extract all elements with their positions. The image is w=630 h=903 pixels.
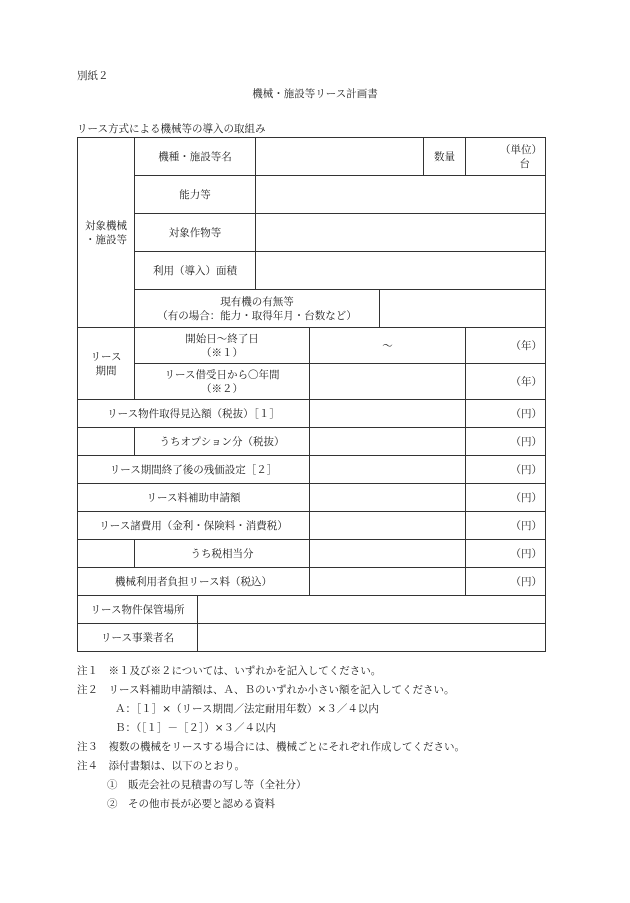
yen-unit-residual: （円） xyxy=(466,456,546,484)
years-from-delivery-field[interactable] xyxy=(310,364,466,400)
unit-value: 台 xyxy=(519,157,531,170)
acquisition-amount-field[interactable] xyxy=(310,400,466,428)
tax-equivalent-label: うち税相当分 xyxy=(135,540,310,568)
target-equipment-header: 対象機械 ・施設等 xyxy=(78,138,135,328)
capacity-label: 能力等 xyxy=(135,176,256,214)
attachment-label: 別紙２ xyxy=(77,70,109,82)
tax-indent-cell xyxy=(78,540,135,568)
usage-area-label: 利用（導入）面積 xyxy=(135,252,256,290)
yen-unit-subsidy: （円） xyxy=(466,484,546,512)
note-4: 注４ 添付書類は、以下のとおり。 xyxy=(77,760,245,772)
lessor-name-label: リース事業者名 xyxy=(78,624,198,652)
user-burden-label: 機械利用者負担リース料（税込） xyxy=(78,568,310,596)
capacity-field[interactable] xyxy=(256,176,546,214)
yen-unit-tax: （円） xyxy=(466,540,546,568)
years-from-delivery-title: リース借受日から〇年間 xyxy=(164,368,280,381)
option-indent-cell xyxy=(78,428,135,456)
note-3: 注３ 複数の機械をリースする場合には、機械ごとにそれぞれ作成してください。 xyxy=(77,741,465,753)
start-end-title: 開始日～終了日 xyxy=(185,332,259,345)
yen-unit-option: （円） xyxy=(466,428,546,456)
residual-value-label: リース期間終了後の残価設定［２］ xyxy=(78,456,310,484)
yen-unit-acquisition: （円） xyxy=(466,400,546,428)
years-from-delivery-note: （※２） xyxy=(201,382,243,395)
start-end-date-label xyxy=(135,328,310,364)
acquisition-amount-label: リース物件取得見込額（税抜）［１］ xyxy=(78,400,310,428)
subsidy-request-field[interactable] xyxy=(310,484,466,512)
residual-value-field[interactable] xyxy=(310,456,466,484)
lease-plan-table xyxy=(77,137,546,652)
unit-label: （単位） xyxy=(500,143,543,156)
tilde-separator: ～ xyxy=(382,339,393,352)
existing-machine-title: 現有機の有無等 xyxy=(220,295,294,308)
existing-machine-detail: （有の場合：能力・取得年月・台数など） xyxy=(157,309,357,322)
note-2-formula-a: Ａ：［１］×（リース期間／法定耐用年数）×３／４以内 xyxy=(115,703,379,715)
note-4-item-2: ② その他市長が必要と認める資料 xyxy=(107,798,275,810)
note-1: 注１ ※１及び※２については、いずれかを記入してください。 xyxy=(77,665,382,677)
model-name-label: 機種・施設等名 xyxy=(135,138,256,176)
start-end-date-field[interactable] xyxy=(310,328,466,364)
lessor-name-field[interactable] xyxy=(198,624,546,652)
note-4-item-1: ① 販売会社の見積書の写し等（全社分） xyxy=(107,779,307,791)
notes-section xyxy=(77,662,465,814)
lease-expenses-field[interactable] xyxy=(310,512,466,540)
quantity-label: 数量 xyxy=(424,138,466,176)
target-crop-field[interactable] xyxy=(256,214,546,252)
storage-location-label: リース物件保管場所 xyxy=(78,596,198,624)
lease-period-header: リース 期間 xyxy=(78,328,135,400)
option-amount-field[interactable] xyxy=(310,428,466,456)
yen-unit-expenses: （円） xyxy=(466,512,546,540)
years-unit-2: （年） xyxy=(466,364,546,400)
user-burden-field[interactable] xyxy=(310,568,466,596)
target-crop-label: 対象作物等 xyxy=(135,214,256,252)
note-2: 注２ リース料補助申請額は、Ａ、Ｂのいずれか小さい額を記入してください。 xyxy=(77,684,455,696)
option-amount-label: うちオプション分（税抜） xyxy=(135,428,310,456)
existing-machine-field[interactable] xyxy=(380,290,546,328)
lease-expenses-label: リース諸費用（金利・保険料・消費税） xyxy=(78,512,310,540)
subsidy-request-label: リース料補助申請額 xyxy=(78,484,310,512)
note-2-formula-b: Ｂ：（［１］－［２］）×３／４以内 xyxy=(115,722,277,734)
unit-cell[interactable] xyxy=(466,138,546,176)
model-name-field[interactable] xyxy=(256,138,424,176)
section-subtitle: リース方式による機械等の導入の取組み xyxy=(77,123,266,135)
years-unit-1: （年） xyxy=(466,328,546,364)
tax-equivalent-field[interactable] xyxy=(310,540,466,568)
page-title: 機械・施設等リース計画書 xyxy=(252,88,378,100)
storage-location-field[interactable] xyxy=(198,596,546,624)
usage-area-field[interactable] xyxy=(256,252,546,290)
yen-unit-user-burden: （円） xyxy=(466,568,546,596)
existing-machine-label xyxy=(135,290,380,328)
start-end-note: （※１） xyxy=(201,346,243,359)
years-from-delivery-label xyxy=(135,364,310,400)
